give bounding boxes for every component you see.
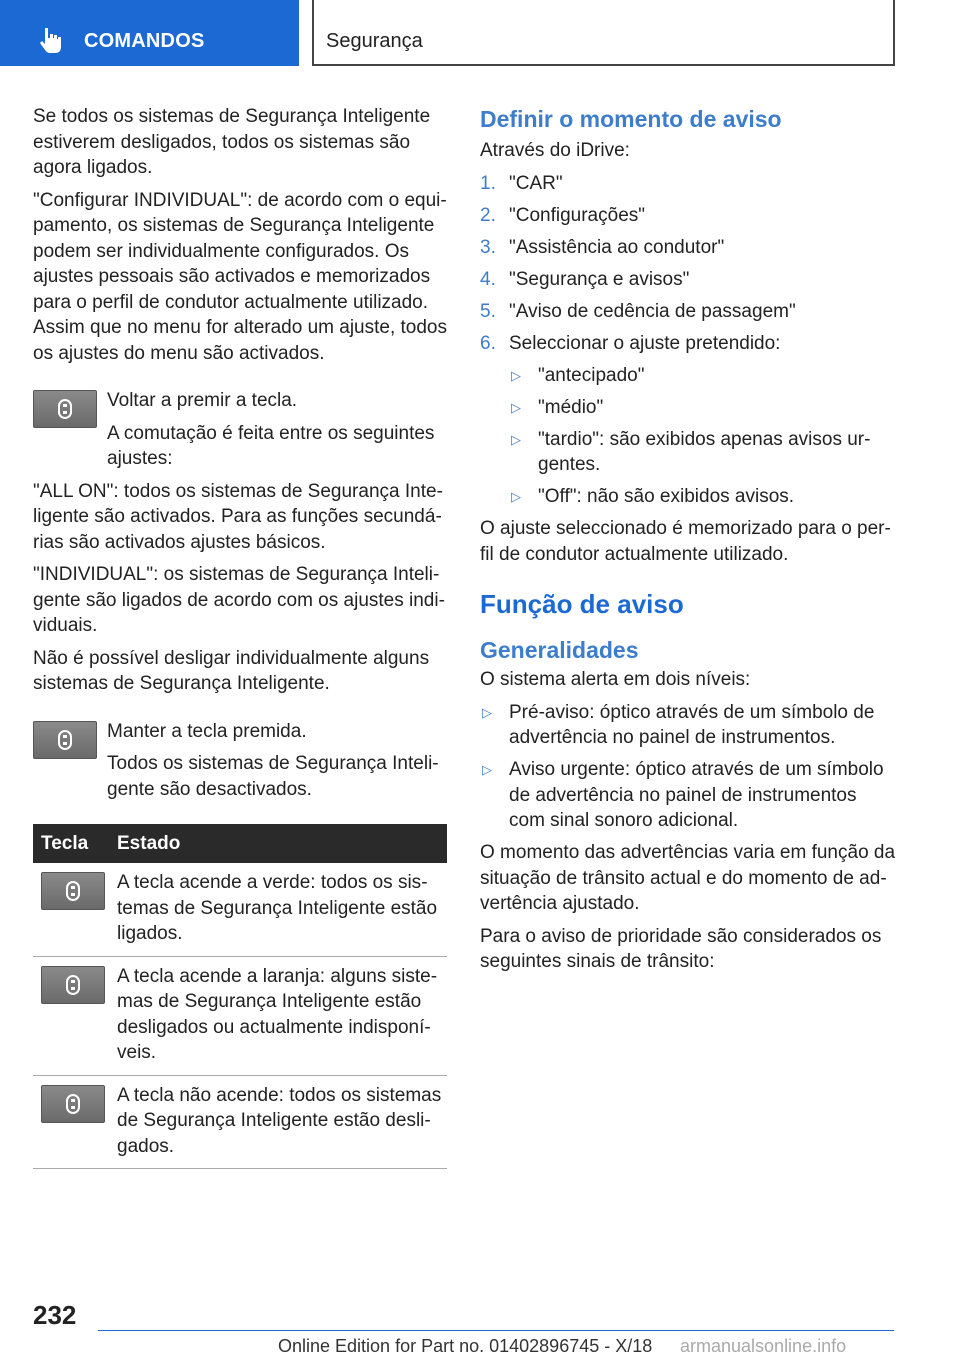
triangle-bullet-icon: ▷ (511, 399, 521, 415)
watermark: armanualsonline.info (680, 1336, 847, 1356)
paragraph: Através do iDrive: (480, 140, 630, 161)
safety-key-icon (41, 966, 105, 1004)
triangle-bullet-icon: ▷ (482, 704, 492, 720)
step-text: "Configurações" (509, 204, 646, 226)
step-number: 3. (480, 236, 496, 258)
step-number: 4. (480, 268, 496, 290)
chapter-tab-label: COMANDOS (84, 30, 205, 52)
option-text: "tardio": são exibidos apenas avisos urgentes. (538, 428, 871, 475)
list-item (480, 299, 896, 325)
key-instruction (33, 388, 447, 472)
option-text: "antecipado" (538, 364, 645, 386)
table-row (33, 863, 447, 956)
paragraph: "ALL ON": todos os sistemas de Segurança Inteligente são activados. Para as funções secundárias são activados ajustes básicos. (33, 480, 443, 553)
chapter-tab[interactable] (0, 0, 299, 66)
step-text: "Segurança e avisos" (509, 268, 690, 290)
table-row (33, 1075, 447, 1169)
section-title: Segurança (326, 30, 423, 52)
option-text: "Off": não são exibidos avisos. (538, 486, 795, 507)
list-item (480, 235, 896, 261)
table-header-row (33, 824, 447, 863)
list-item (480, 267, 896, 293)
right-column (480, 104, 896, 982)
list-item (509, 395, 896, 421)
table-header-key: Tecla (33, 824, 109, 863)
paragraph: Para o aviso de prioridade são considerados os seguintes sinais de trânsito: (480, 925, 882, 972)
touch-hand-icon (36, 25, 66, 55)
table-header-state: Estado (109, 824, 447, 863)
step-number: 1. (480, 172, 496, 194)
level-list (480, 700, 896, 834)
header-divider (893, 0, 895, 66)
list-item (509, 363, 896, 389)
table-cell-state: A tecla acende a laranja: alguns sistemas de Segurança Inteligente estão desligados ou actualmente indisponíveis. (109, 956, 447, 1075)
section-heading: Definir o momento de aviso (480, 106, 782, 132)
list-item (480, 757, 896, 834)
triangle-bullet-icon: ▷ (482, 762, 492, 777)
paragraph: "Configurar INDIVIDUAL": de acordo com o equipamento, os sistemas de Segurança Inteligente podem ser individualmente configurados. Os ajustes pessoais são activados e memorizados para o perfil de condutor actualmente utilizado. Assim que no menu for alterado um ajuste, todos os ajustes do menu são activados. (33, 189, 448, 364)
paragraph: O sistema alerta em dois níveis: (480, 669, 751, 690)
key-state-table (33, 824, 447, 1169)
step-text: Seleccionar o ajuste pretendido: (509, 332, 781, 354)
step-text: "Aviso de cedência de passagem" (509, 300, 796, 322)
edition-text: Online Edition for Part no. 01402896745 - X/18 (278, 1336, 653, 1356)
safety-key-icon (33, 390, 97, 428)
step-text: "CAR" (509, 172, 563, 194)
safety-key-icon (41, 1085, 105, 1123)
left-column (33, 104, 447, 1169)
paragraph: Se todos os sistemas de Segurança Inteligente estiverem desligados, todos os sistemas são agora ligados. (33, 106, 431, 178)
step-number: 2. (480, 204, 496, 226)
header-divider (312, 64, 895, 66)
table-cell-state: A tecla não acende: todos os sistemas de Segurança Inteligente estão desligados. (109, 1075, 447, 1169)
level-text: Aviso urgente: óptico através de um símbolo de advertência no painel de instrumentos com sinal sonoro adicional. (509, 759, 884, 831)
key-instruction (33, 719, 447, 803)
subsection-heading: Generalidades (480, 637, 639, 663)
paragraph: O momento das advertências varia em função da situação de trânsito actual e do momento de advertência ajustado. (480, 842, 896, 914)
list-item (509, 484, 896, 510)
step-number: 6. (480, 332, 496, 354)
chapter-heading: Função de aviso (480, 589, 684, 619)
paragraph: O ajuste seleccionado é memorizado para o perfil de condutor actualmente utilizado. (480, 518, 891, 565)
page-number: 232 (33, 1300, 77, 1330)
paragraph: "INDIVIDUAL": os sistemas de Segurança Inteligente são ligados de acordo com os ajustes individuais. (33, 564, 445, 636)
level-text: Pré-aviso: óptico através de um símbolo de advertência no painel de instrumentos. (509, 701, 875, 748)
footer-divider (98, 1330, 894, 1331)
safety-key-icon (41, 872, 105, 910)
paragraph: Manter a tecla premida. (107, 720, 307, 742)
table-row (33, 956, 447, 1075)
option-text: "médio" (538, 396, 604, 418)
step-list (480, 171, 896, 357)
safety-key-icon (33, 721, 97, 759)
list-item (480, 700, 896, 751)
list-item (480, 203, 896, 229)
table-cell-state: A tecla acende a verde: todos os sistemas de Segurança Inteligente estão ligados. (109, 863, 447, 956)
list-item (480, 331, 896, 357)
header-divider (312, 0, 314, 66)
paragraph: Não é possível desligar individualmente alguns sistemas de Segurança Inteligente. (33, 647, 430, 694)
list-item (509, 427, 896, 478)
triangle-bullet-icon: ▷ (511, 489, 521, 504)
option-list (480, 363, 896, 510)
triangle-bullet-icon: ▷ (511, 431, 521, 447)
step-text: "Assistência ao condutor" (509, 236, 725, 258)
step-number: 5. (480, 300, 496, 322)
paragraph: A comutação é feita entre os seguintes ajustes: (107, 422, 435, 469)
triangle-bullet-icon: ▷ (511, 367, 521, 383)
paragraph: Todos os sistemas de Segurança Inteligente são desactivados. (107, 753, 439, 800)
list-item (480, 171, 896, 197)
paragraph: Voltar a premir a tecla. (107, 390, 298, 411)
